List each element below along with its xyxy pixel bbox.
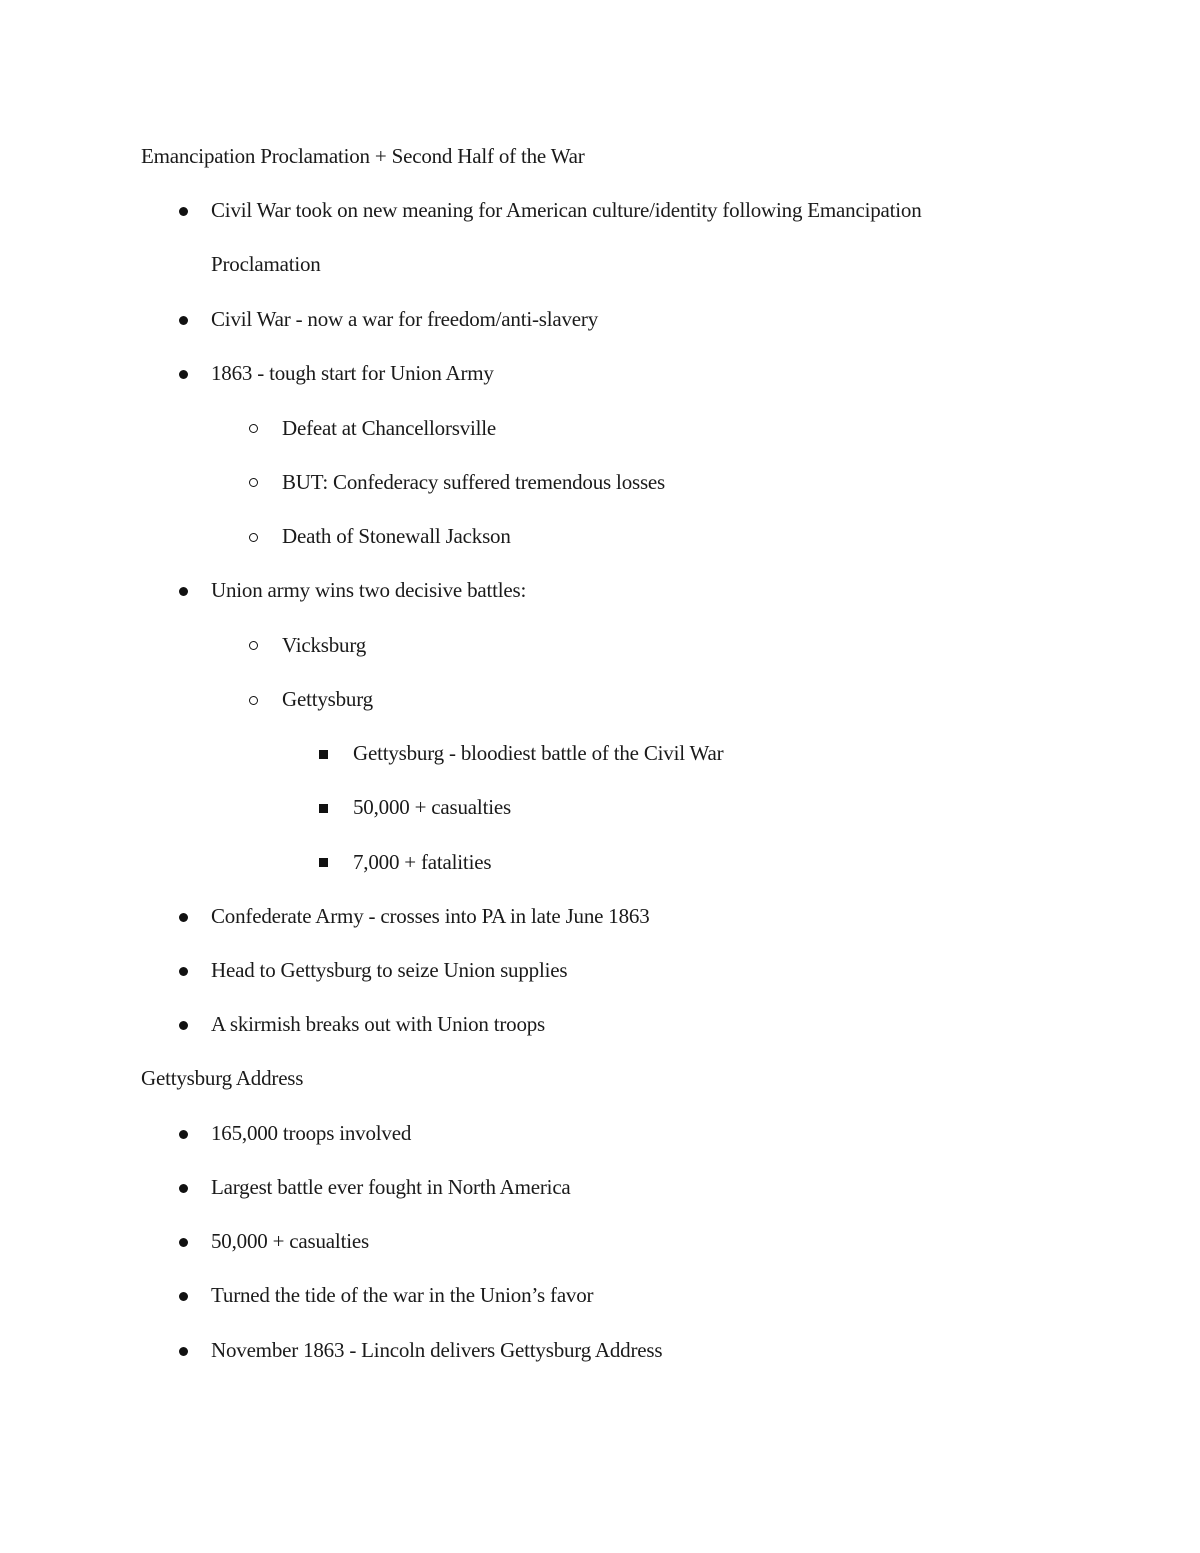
list-item: BUT: Confederacy suffered tremendous losses [282,470,666,494]
disc-bullet-icon [179,1130,188,1139]
disc-bullet-icon [179,1021,188,1030]
disc-bullet-icon [179,207,188,216]
list-item: A skirmish breaks out with Union troops [211,1012,546,1036]
disc-bullet-icon [179,316,188,325]
list-item: Union army wins two decisive battles: [211,578,527,602]
disc-bullet-icon [179,1184,188,1193]
list-item: 50,000 + casualties [211,1229,369,1253]
list-item: 165,000 troops involved [211,1121,412,1145]
disc-bullet-icon [179,587,188,596]
list-item: 7,000 + fatalities [353,850,492,874]
disc-bullet-icon [179,1238,188,1247]
list-item: Turned the tide of the war in the Union’s favor [211,1283,594,1307]
disc-bullet-icon [179,967,188,976]
list-item: Civil War took on new meaning for American culture/identity following Emancipation [211,198,922,222]
list-item: Death of Stonewall Jackson [282,524,511,548]
list-item-continuation: Proclamation [211,252,321,276]
circle-bullet-icon [249,641,258,650]
circle-bullet-icon [249,533,258,542]
circle-bullet-icon [249,478,258,487]
section-heading: Gettysburg Address [141,1066,304,1090]
list-item: Defeat at Chancellorsville [282,416,497,440]
disc-bullet-icon [179,1347,188,1356]
disc-bullet-icon [179,1292,188,1301]
list-item: Gettysburg - bloodiest battle of the Civil War [353,741,724,765]
list-item: Largest battle ever fought in North America [211,1175,571,1199]
square-bullet-icon [319,858,328,867]
square-bullet-icon [319,750,328,759]
disc-bullet-icon [179,913,188,922]
circle-bullet-icon [249,696,258,705]
circle-bullet-icon [249,424,258,433]
section-heading: Emancipation Proclamation + Second Half of the War [141,144,585,168]
square-bullet-icon [319,804,328,813]
list-item: 1863 - tough start for Union Army [211,361,494,385]
disc-bullet-icon [179,370,188,379]
list-item: Head to Gettysburg to seize Union supplies [211,958,568,982]
list-item: Gettysburg [282,687,373,711]
list-item: Confederate Army - crosses into PA in late June 1863 [211,904,650,928]
list-item: Vicksburg [282,633,367,657]
list-item: 50,000 + casualties [353,795,511,819]
list-item: Civil War - now a war for freedom/anti-slavery [211,307,599,331]
list-item: November 1863 - Lincoln delivers Gettysburg Address [211,1338,663,1362]
